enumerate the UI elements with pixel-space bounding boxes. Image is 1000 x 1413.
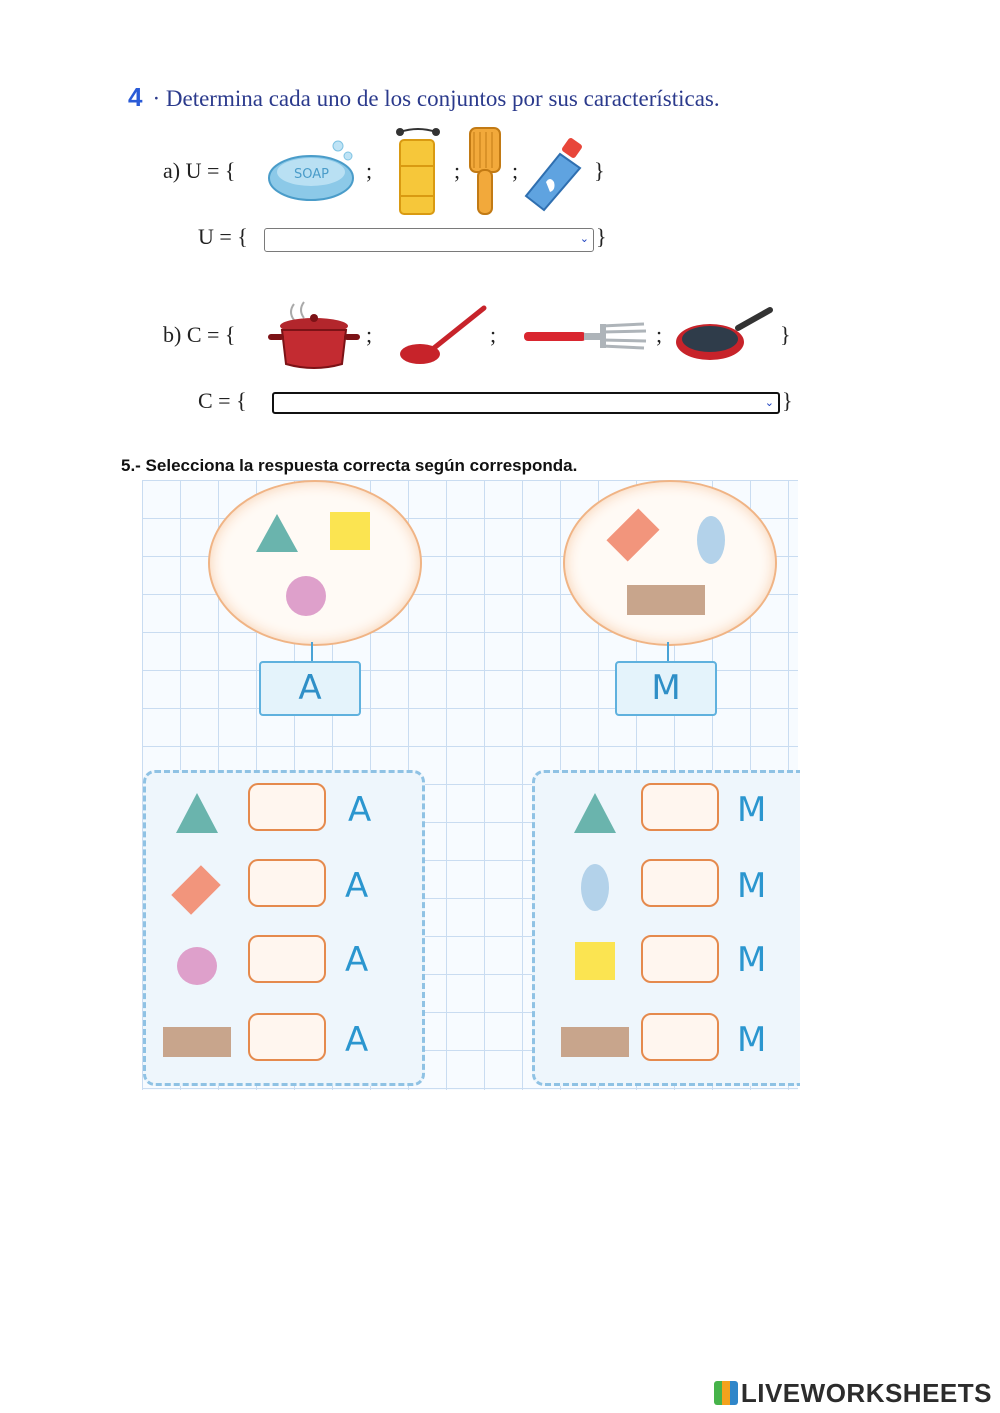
set-letter: M (737, 940, 767, 980)
ellipse-shape (581, 864, 609, 911)
rectangle-shape (163, 1027, 231, 1057)
soap-icon (266, 136, 358, 208)
part-a-set-open: U = { (185, 158, 236, 183)
part-b-set-close: } (780, 322, 791, 347)
part-b-answer-select[interactable] (272, 392, 780, 414)
set-m-oval (563, 480, 777, 646)
exercise-4-title (128, 82, 720, 113)
triangle-shape (256, 514, 298, 552)
part-b-set-line (163, 322, 235, 348)
set-letter: M (737, 866, 767, 906)
separator: ; (454, 158, 461, 183)
exercise-4-heading: · Determina cada uno de los conjuntos por sus características. (152, 86, 720, 111)
set-letter: M (737, 1020, 767, 1060)
rectangle-shape (627, 585, 705, 615)
chevron-down-icon: ⌄ (579, 232, 589, 245)
square-shape (330, 512, 370, 550)
part-a-answer-select[interactable] (264, 228, 594, 252)
circle-shape (286, 576, 326, 616)
svg-text:SOAP: SOAP (294, 167, 329, 182)
answer-box[interactable] (641, 1013, 719, 1061)
ladle-icon (398, 304, 490, 368)
set-letter: A (345, 940, 369, 980)
separator: ; (366, 322, 373, 347)
set-letter: A (345, 866, 369, 906)
triangle-shape (176, 793, 218, 833)
separator: ; (512, 158, 519, 183)
answer-box[interactable] (248, 783, 326, 831)
towel-icon (388, 126, 448, 218)
set-letter: A (345, 1020, 369, 1060)
answer-box[interactable] (641, 859, 719, 907)
set-m-connector (667, 642, 669, 662)
rectangle-shape (561, 1027, 629, 1057)
chevron-down-icon: ⌄ (764, 396, 774, 409)
frying-pan-icon (674, 306, 774, 366)
set-a-connector (311, 642, 313, 662)
logo-text: LIVEWORKSHEETS (740, 1378, 992, 1408)
exercise-5-title: 5.- Selecciona la respuesta correcta según corresponda. (121, 456, 578, 475)
part-a-set-line (163, 158, 235, 184)
part-a-answer-close: } (596, 224, 607, 249)
part-a-answer-open: U = { (198, 224, 248, 249)
answer-box[interactable] (641, 935, 719, 983)
logo-icon (714, 1381, 738, 1405)
set-a-label: A (259, 661, 361, 716)
separator: ; (366, 158, 373, 183)
triangle-shape (574, 793, 616, 833)
part-a-label: a) (163, 158, 181, 183)
pot-icon (266, 300, 362, 370)
set-a-oval (208, 480, 422, 646)
ellipse-shape (697, 516, 725, 564)
part-a-set-close: } (594, 158, 605, 183)
answer-box[interactable] (248, 935, 326, 983)
separator: ; (490, 322, 497, 347)
part-b-set-open: C = { (186, 322, 236, 347)
fork-icon (522, 318, 650, 354)
circle-shape (177, 947, 217, 985)
set-m-label: M (615, 661, 717, 716)
set-letter: M (737, 790, 767, 830)
part-b-label: b) (163, 322, 182, 347)
part-b-answer-close: } (782, 388, 793, 413)
square-shape (575, 942, 615, 980)
set-letter: A (348, 790, 372, 830)
part-b-answer-open: C = { (198, 388, 247, 413)
comb-icon (464, 124, 506, 216)
liveworksheets-logo[interactable] (714, 1378, 992, 1409)
exercise-number: 4 (128, 82, 143, 112)
answer-box[interactable] (641, 783, 719, 831)
separator: ; (656, 322, 663, 347)
toothpaste-icon (524, 138, 586, 212)
answer-box[interactable] (248, 859, 326, 907)
answer-box[interactable] (248, 1013, 326, 1061)
